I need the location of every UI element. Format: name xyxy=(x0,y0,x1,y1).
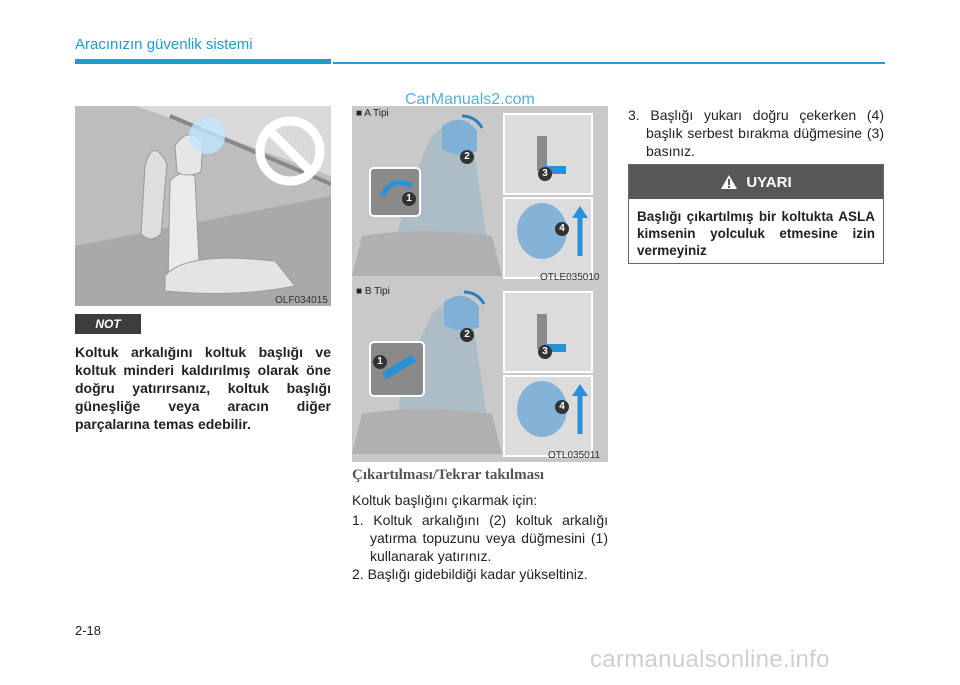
type-b-label: ■ B Tipi xyxy=(356,286,390,297)
header-rule-thick xyxy=(75,59,331,64)
callout-2: 2 xyxy=(460,328,474,342)
step-1: 1. Koltuk arkalığını (2) koltuk arkalığı yatırma topuzunu veya düğmesini (1) kullanarak yatırınız. xyxy=(352,512,608,564)
figure-type-b xyxy=(352,284,608,462)
step-3: 3. Başlığı yukarı doğru çekerken (4) başlık serbest bırakma düğmesine (3) basınız. xyxy=(628,107,884,159)
figure-code: OTL035011 xyxy=(548,450,601,461)
type-a-illustration xyxy=(352,106,608,284)
section-heading: Çıkartılması/Tekrar takılması xyxy=(352,467,545,483)
type-b-illustration xyxy=(352,284,608,462)
seat-visor-illustration xyxy=(75,106,331,306)
warning-title: UYARI xyxy=(746,173,792,191)
page-number: 2-18 xyxy=(75,623,102,638)
callout-1: 1 xyxy=(402,192,416,206)
figure-seat-visor xyxy=(75,106,331,306)
callout-4: 4 xyxy=(555,400,569,414)
warning-triangle-icon xyxy=(720,174,738,190)
type-a-label: ■ A Tipi xyxy=(356,108,389,119)
site-watermark: CarManuals2.com xyxy=(405,91,535,108)
callout-4: 4 xyxy=(555,222,569,236)
figure-type-a xyxy=(352,106,608,284)
callout-2: 2 xyxy=(460,150,474,164)
figure-code: OTLE035010 xyxy=(540,272,600,283)
note-badge: NOT xyxy=(75,314,141,334)
callout-1: 1 xyxy=(373,355,387,369)
figure-code: OLF034015 xyxy=(275,295,328,306)
warning-box xyxy=(628,164,884,264)
callout-3: 3 xyxy=(538,167,552,181)
warning-header xyxy=(629,165,883,199)
section-intro: Koltuk başlığını çıkarmak için: xyxy=(352,492,538,508)
section-header-title: Aracınızın güvenlik sistemi xyxy=(75,36,253,53)
header-rule-thin xyxy=(333,62,885,64)
note-text: Koltuk arkalığını koltuk başlığı ve koltuk minderi kaldırılmış olarak öne doğru yatırırsanız, koltuk başlığı güneşliğe veya aracın diğer parçalarına temas edebilir. xyxy=(75,344,331,432)
callout-3: 3 xyxy=(538,345,552,359)
footer-watermark: carmanualsonline.info xyxy=(590,646,830,673)
warning-text: Başlığı çıkartılmış bir koltukta ASLA kimsenin yolculuk etmesine izin vermeyiniz xyxy=(637,209,875,258)
step-2: 2. Başlığı gidebildiği kadar yükseltiniz. xyxy=(352,566,588,582)
